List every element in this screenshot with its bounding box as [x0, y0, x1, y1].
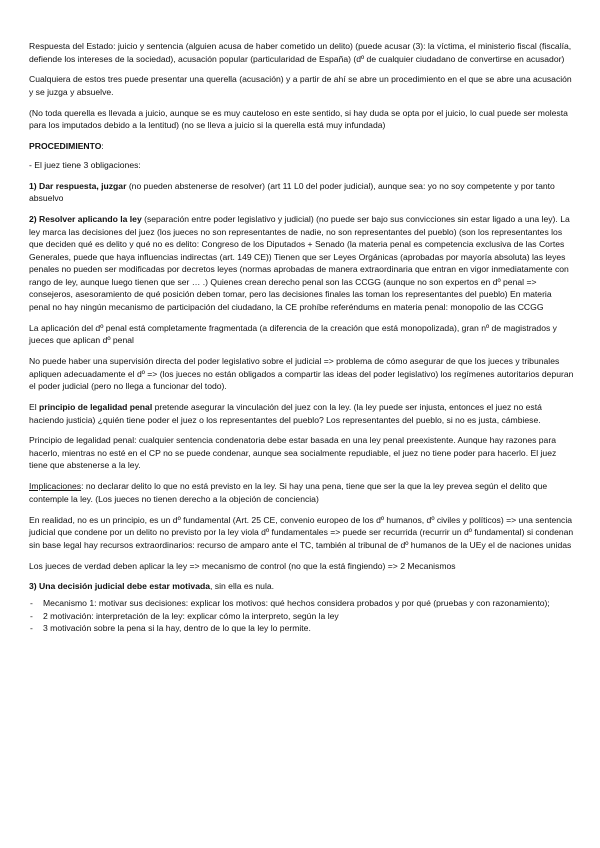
- legalidad-prefix: El: [29, 401, 40, 412]
- obligacion-2-number: 2): [29, 213, 40, 224]
- document-page: [29, 40, 575, 635]
- obligacion-1-title: Dar respuesta, juzgar: [39, 180, 127, 191]
- implicaciones-label: Implicaciones: [29, 481, 82, 492]
- implicaciones-text: : no declarar delito lo que no está previsto en la ley. Si hay una pena, tiene que ser la que la ley prevea según el delito que contemple la ley. (Los jueces no tienen derecho a la objeción de conciencia): [29, 481, 548, 504]
- paragraph-querella: Cualquiera de estos tres puede presentar una querella (acusación) y a partir de ahí se abre un procedimiento en el que se abre una acusación y se juzga y absuelve.: [29, 74, 572, 97]
- obligacion-2: [29, 213, 575, 313]
- motivacion-list: [29, 597, 575, 635]
- procedimiento-heading: PROCEDIMIENTO: [29, 141, 102, 152]
- legalidad-text: pretende asegurar la vinculación del juez con la ley. (la ley puede ser injusta, entonces el juez no está haciendo justicia) ¿quién tiene poder el juez o los representantes del pueblo? Los representantes del pueblo, si no es justa, cámbiese.: [29, 401, 542, 425]
- obligacion-3-title: 3) Una decisión judicial debe estar motivada: [29, 581, 211, 592]
- paragraph-fragmentada: La aplicación del dº penal está completamente fragmentada (a diferencia de la creación que está monopolizada), gran nº de magistrados y jueces que aplican dº penal: [29, 322, 557, 346]
- obligaciones-intro: - El juez tiene 3 obligaciones:: [29, 159, 141, 170]
- obligacion-1-text: (no pueden abstenerse de resolver) (art 11 L0 del poder judicial), aunque sea: yo no soy competente y por tanto absuelvo: [29, 180, 555, 204]
- section-heading-procedimiento: [29, 140, 575, 153]
- paragraph-respuesta-estado: Respuesta del Estado: juicio y sentencia (alguien acusa de haber cometido un delito) (puede acusar (3): la víctima, el ministerio fiscal (fiscalía, defiende los intereses de la sociedad), acusación popular (particularidad de España) (dº de cualquier ciudadano de convertirse en acusador): [29, 41, 572, 64]
- list-item: - 3 motivación sobre la pena si la hay, dentro de lo que la ley lo permite.: [29, 622, 575, 635]
- paragraph-nota-querella: (No toda querella es llevada a juicio, aunque se es muy cauteloso en este sentido, si hay duda se opta por el juicio, lo cual puede ser molesta para los imputados debido a la lentitud) (no se lleva a juicio si la querella está muy infundada): [29, 107, 568, 131]
- obligacion-1: [29, 180, 575, 205]
- paragraph-implicaciones: [29, 480, 575, 505]
- obligacion-2-title: Resolver aplicando la ley: [39, 213, 142, 224]
- obligacion-3-text: , sin ella es nula.: [210, 581, 275, 592]
- paragraph-principio-definicion: Principio de legalidad penal: cualquier sentencia condenatoria debe estar basada en una ley penal preexistente. Aunque hay razones para hacerlo, mientras no esté en el CP no se puede condenar, aunque sea socialmente repudiable, el juez no tiene poder para hacerlo. El juez tiene que abstenerse a la ley.: [29, 435, 557, 471]
- obligacion-2-text: (separación entre poder legislativo y judicial) (no puede ser bajo sus convicciones sin estar ligado a una ley). La ley marca las decisiones del juez (los jueces no son representantes de nadie, no son representantes del pueblo) (son los representantes los que deciden qué es delito y qué no es delito: Congreso de los Diputados + Senado (la materia penal es competencia exclusiva de las Cortes Generales, puede que haya influencias indirectas (art. 149 CE)) Tienen que ser Leyes Orgánicas (aprobadas por mayoría absoluta) las leyes penales no pueden ser modificadas por decretos leyes (normas aprobadas de manera extraordinaria que entran en vigor inmediatamente con rango de ley, aunque luego tienen que ser … .) Quienes crean derecho penal son las CCGG (aunque no son expertos en dº penal => consejeros, asesoramiento de qué posición deben tomar, pero las decisiones finales las toman los representantes del pueblo) En materia penal no hay ningún mecanismo de participación del ciudadano, la CE prohíbe referéndums en materia penal: monopolio de las CCGG: [29, 213, 570, 312]
- paragraph-principio-legalidad: [29, 401, 575, 426]
- procedimiento-colon: :: [101, 141, 104, 152]
- list-item: - Mecanismo 1: motivar sus decisiones: explicar los motivos: qué hechos considera probados y por qué (pruebas y con razonamiento);: [29, 597, 575, 610]
- legalidad-term: principio de legalidad penal: [39, 401, 153, 412]
- paragraph-supervision: No puede haber una supervisión directa del poder legislativo sobre el judicial => problema de cómo asegurar de que los jueces y tribunales apliquen adecuadamente el dº => (los jueces no están obligados a compartir las ideas del poder legislativo) los regímenes autoritarios depuran el poder judicial (pero no llega a funcionar del todo).: [29, 356, 574, 392]
- obligacion-3: [29, 580, 575, 593]
- list-item: - 2 motivación: interpretación de la ley: explicar cómo la interpreto, según la ley: [29, 610, 575, 623]
- obligacion-1-number: 1): [29, 180, 40, 191]
- paragraph-mecanismos: Los jueces de verdad deben aplicar la ley => mecanismo de control (no que la está fingiendo) => 2 Mecanismos: [29, 560, 456, 571]
- paragraph-derecho-fundamental: En realidad, no es un principio, es un dº fundamental (Art. 25 CE, convenio europeo de los dº humanos, dº civiles y políticos) => una sentencia judicial que condene por un delito no previsto por la ley viola dº fundamentales => puede ser recurrida (recurrir un dº fundamental) si condenan sin base legal hay recursos extraordinarios: recurso de amparo ante el TC, también al tribunal de dº humanos de la UEy el de naciones unidas: [29, 514, 574, 550]
